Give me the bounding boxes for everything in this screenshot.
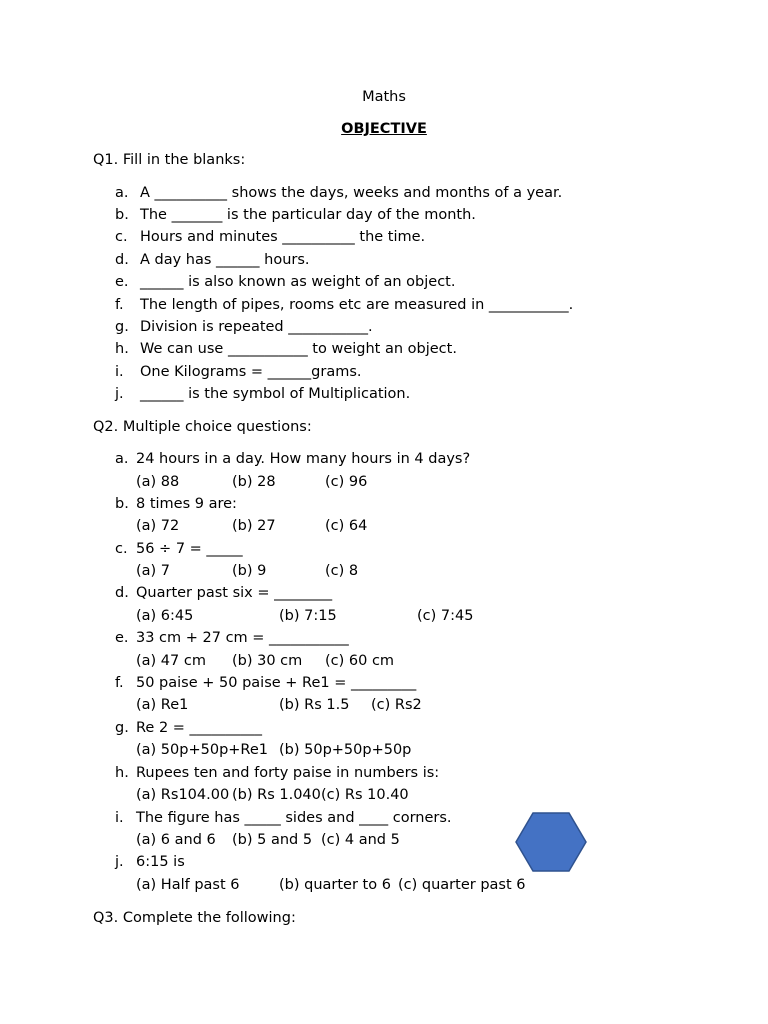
option: (a) 6:45	[136, 608, 194, 624]
item-letter: h.	[115, 341, 129, 357]
list-item	[0, 207, 768, 229]
option: (a) 7	[136, 563, 171, 579]
question-text: 8 times 9 are:	[136, 496, 237, 512]
hexagon-shape	[516, 813, 586, 871]
question-row	[0, 720, 768, 742]
list-item	[0, 297, 768, 319]
item-letter: j.	[115, 854, 124, 870]
option: (a) 72	[136, 518, 180, 534]
option: (b) 28	[232, 474, 276, 490]
question-text: 50 paise + 50 paise + Re1 = _________	[136, 675, 417, 691]
question-row	[0, 630, 768, 652]
item-letter: e.	[115, 274, 129, 290]
question-row	[0, 675, 768, 697]
option: (a) 88	[136, 474, 180, 490]
item-text: A __________ shows the days, weeks and months of a year.	[140, 185, 563, 201]
list-item	[0, 319, 768, 341]
option: (c) 64	[325, 518, 368, 534]
item-letter: g.	[115, 319, 129, 335]
item-letter: f.	[115, 297, 124, 313]
option: (b) 7:15	[279, 608, 337, 624]
question-row	[0, 810, 768, 832]
option: (a) Rs104.00	[136, 787, 230, 803]
hexagon-figure	[515, 812, 587, 872]
question-row	[0, 765, 768, 787]
option: (c) 96	[325, 474, 368, 490]
option: (b) 5 and 5	[232, 832, 313, 848]
option: (b) Rs 1.040	[232, 787, 321, 803]
question-text: The figure has _____ sides and ____ corners.	[136, 810, 452, 826]
option: (b) 50p+50p+50p	[279, 742, 412, 758]
option: (b) quarter to 6	[279, 877, 391, 893]
options-row	[0, 608, 768, 630]
list-item	[0, 364, 768, 386]
item-text: One Kilograms = ______grams.	[140, 364, 362, 380]
item-letter: b.	[115, 496, 129, 512]
item-letter: i.	[115, 810, 124, 826]
question-text: Rupees ten and forty paise in numbers is:	[136, 765, 440, 781]
item-text: ______ is the symbol of Multiplication.	[140, 386, 411, 402]
item-letter: h.	[115, 765, 129, 781]
options-row	[0, 742, 768, 764]
option: (a) 6 and 6	[136, 832, 216, 848]
item-letter: f.	[115, 675, 124, 691]
options-row	[0, 877, 768, 899]
item-text: The _______ is the particular day of the month.	[140, 207, 476, 223]
question-text: Re 2 = __________	[136, 720, 263, 736]
option: (a) 47 cm	[136, 653, 206, 669]
list-item	[0, 386, 768, 408]
item-text: The length of pipes, rooms etc are measured in ___________.	[140, 297, 574, 313]
options-row	[0, 697, 768, 719]
item-letter: d.	[115, 252, 129, 268]
page-title: Maths	[362, 89, 406, 105]
item-letter: b.	[115, 207, 129, 223]
options-row	[0, 474, 768, 496]
q1-heading: Q1. Fill in the blanks:	[93, 152, 246, 168]
option: (c) quarter past 6	[398, 877, 526, 893]
question-row	[0, 541, 768, 563]
option: (c) 7:45	[417, 608, 474, 624]
item-letter: e.	[115, 630, 129, 646]
option: (a) Re1	[136, 697, 189, 713]
option: (a) 50p+50p+Re1	[136, 742, 268, 758]
question-text: 33 cm + 27 cm = ___________	[136, 630, 349, 646]
question-row	[0, 451, 768, 473]
option: (c) 60 cm	[325, 653, 395, 669]
list-item	[0, 252, 768, 274]
question-text: 6:15 is	[136, 854, 185, 870]
option: (c) 4 and 5	[321, 832, 400, 848]
item-text: We can use ___________ to weight an object.	[140, 341, 457, 357]
option: (c) Rs 10.40	[321, 787, 409, 803]
options-row	[0, 787, 768, 809]
question-row	[0, 496, 768, 518]
item-letter: g.	[115, 720, 129, 736]
list-item	[0, 341, 768, 363]
options-row	[0, 518, 768, 540]
option: (b) 27	[232, 518, 276, 534]
question-text: Quarter past six = ________	[136, 585, 333, 601]
list-item	[0, 185, 768, 207]
option: (b) 30 cm	[232, 653, 303, 669]
options-row	[0, 832, 768, 854]
item-text: ______ is also known as weight of an object.	[140, 274, 456, 290]
item-letter: j.	[115, 386, 124, 402]
list-item	[0, 229, 768, 251]
option: (c) Rs2	[371, 697, 422, 713]
list-item	[0, 274, 768, 296]
item-letter: a.	[115, 185, 129, 201]
section-title: OBJECTIVE	[341, 121, 427, 137]
options-row	[0, 563, 768, 585]
question-text: 56 ÷ 7 = _____	[136, 541, 243, 557]
item-text: Hours and minutes __________ the time.	[140, 229, 426, 245]
item-letter: c.	[115, 541, 128, 557]
question-row	[0, 854, 768, 876]
option: (b) 9	[232, 563, 267, 579]
item-text: A day has ______ hours.	[140, 252, 310, 268]
question-row	[0, 585, 768, 607]
q3-heading: Q3. Complete the following:	[93, 910, 296, 926]
item-letter: c.	[115, 229, 128, 245]
item-letter: d.	[115, 585, 129, 601]
item-letter: a.	[115, 451, 129, 467]
options-row	[0, 653, 768, 675]
question-text: 24 hours in a day. How many hours in 4 days?	[136, 451, 471, 467]
q2-heading: Q2. Multiple choice questions:	[93, 419, 312, 435]
item-letter: i.	[115, 364, 124, 380]
option: (b) Rs 1.5	[279, 697, 350, 713]
item-text: Division is repeated ___________.	[140, 319, 373, 335]
option: (a) Half past 6	[136, 877, 240, 893]
option: (c) 8	[325, 563, 359, 579]
